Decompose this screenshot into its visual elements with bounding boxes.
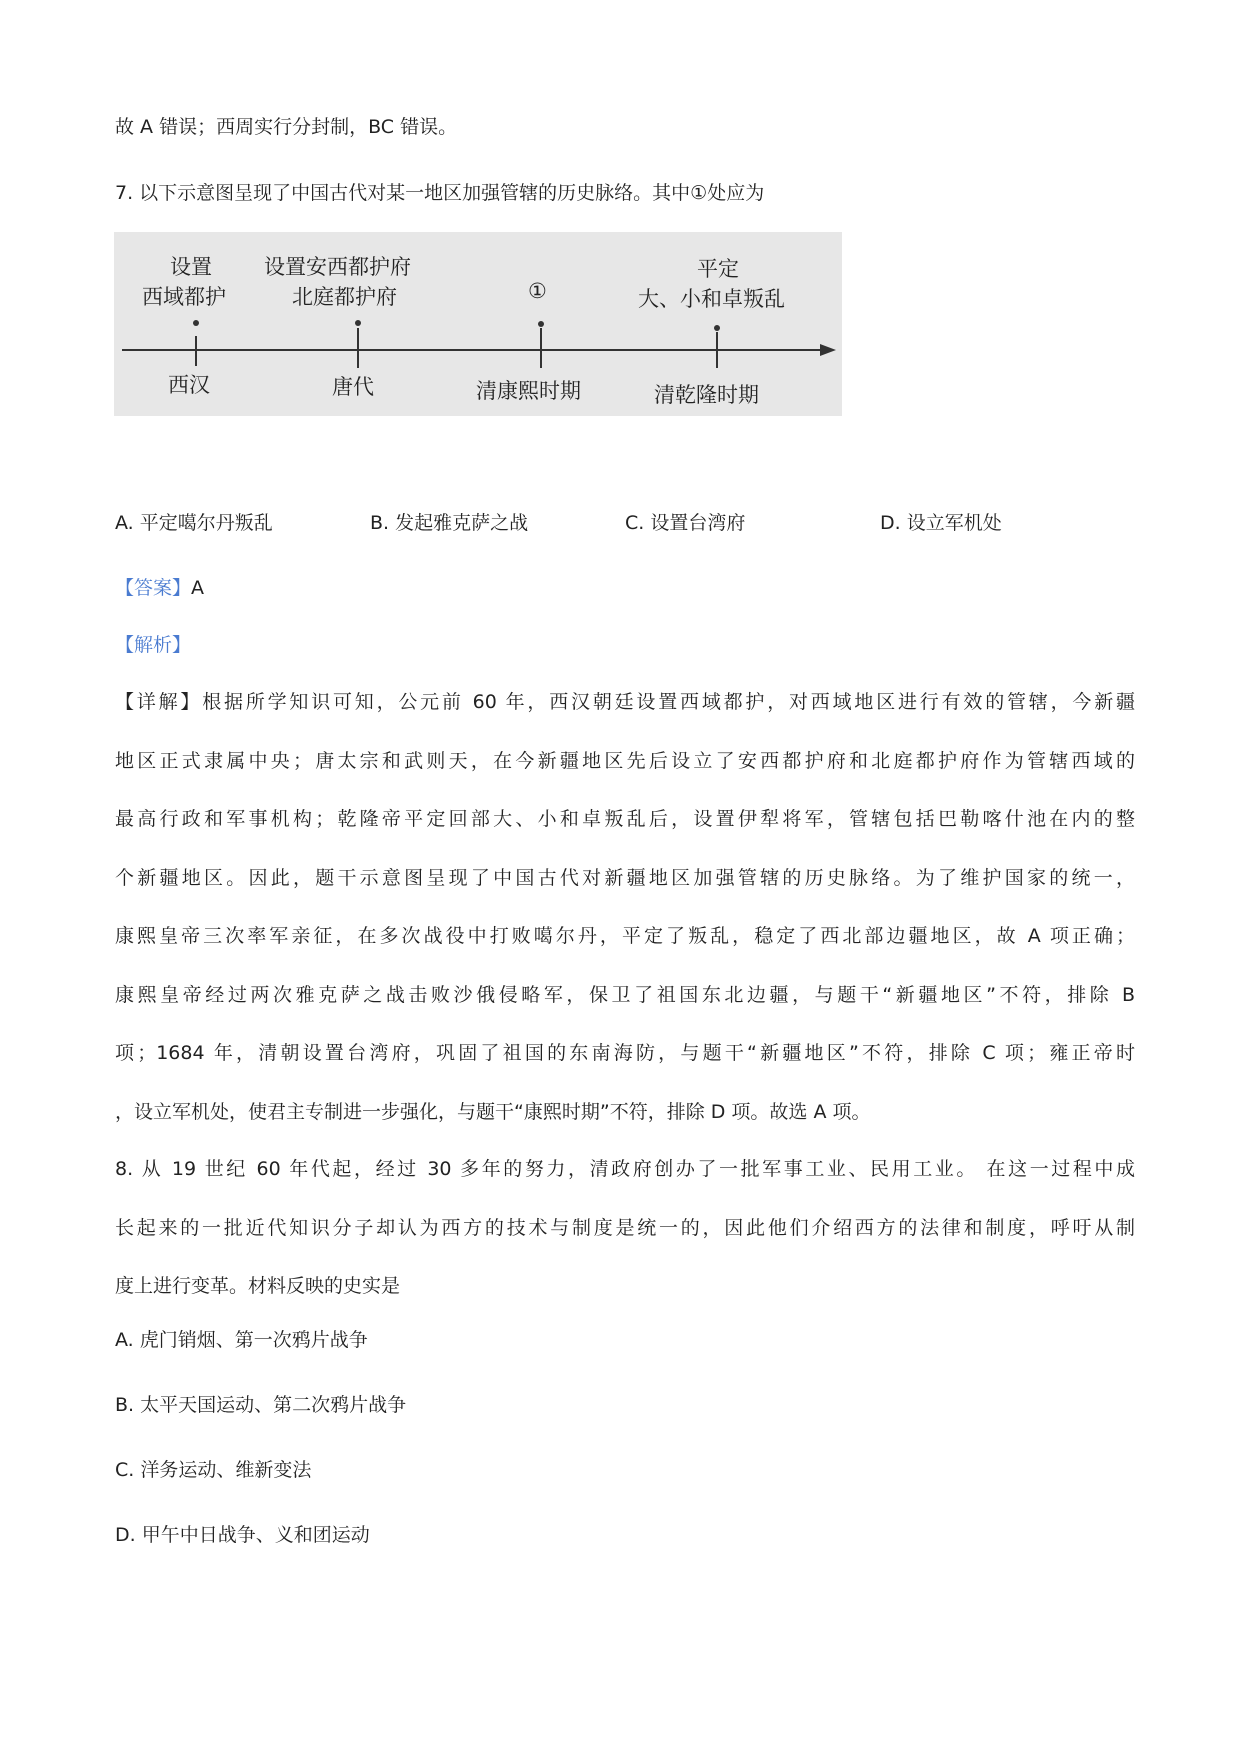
tick-dot	[193, 320, 199, 326]
detail-paragraph	[115, 673, 1135, 1141]
event-label: 设置	[170, 255, 212, 279]
event-label: 北庭都护府	[292, 285, 397, 309]
detail-line: 项；1684 年，清朝设置台湾府，巩固了祖国的东南海防，与题干“新疆地区”不符，排除 C 项；雍正帝时	[115, 1042, 1135, 1064]
detail-line: 最高行政和军事机构；乾隆帝平定回部大、小和卓叛乱后，设置伊犁将军，管辖包括巴勒喀什池在内的整	[115, 808, 1135, 830]
timeline-svg	[114, 232, 842, 416]
q7-option-b: B. 发起雅克萨之战	[370, 512, 529, 534]
q7-option-a: A. 平定噶尔丹叛乱	[115, 512, 273, 534]
question-7: 7. 以下示意图呈现了中国古代对某一地区加强管辖的历史脉络。其中①处应为	[115, 182, 765, 204]
q7-option-c: C. 设置台湾府	[625, 512, 746, 534]
event-label: 大、小和卓叛乱	[638, 287, 785, 311]
detail-line: ，设立军机处，使君主专制进一步强化，与题干“康熙时期”不符，排除 D 项。故选 A 项。	[115, 1100, 871, 1123]
period-label: 唐代	[332, 375, 374, 399]
blank-marker: ①	[528, 279, 547, 303]
q8-option-c: C. 洋务运动、维新变法	[115, 1459, 312, 1481]
event-label: 平定	[697, 257, 739, 281]
detail-line: 康熙皇帝经过两次雅克萨之战击败沙俄侵略军，保卫了祖国东北边疆，与题干“新疆地区”不符，排除 B	[115, 983, 1135, 1006]
period-label: 清乾隆时期	[654, 383, 759, 407]
detail-line: 个新疆地区。因此，题干示意图呈现了中国古代对新疆地区加强管辖的历史脉络。为了维护国家的统一，	[115, 866, 1135, 889]
detail-line: 地区正式隶属中央；唐太宗和武则天，在今新疆地区先后设立了安西都护府和北庭都护府作为管辖西域的	[115, 749, 1135, 772]
q8-line: 度上进行变革。材料反映的史实是	[115, 1275, 401, 1297]
detail-line: 康熙皇帝三次率军亲征，在多次战役中打败噶尔丹，平定了叛乱，稳定了西北部边疆地区，故 A 项正确；	[115, 925, 1135, 947]
tick-dot	[538, 321, 544, 327]
answer-label: 【答案】	[115, 577, 192, 599]
question-8	[115, 1140, 1135, 1316]
tick-dot	[355, 320, 361, 326]
tick-dot	[714, 325, 720, 331]
q8-line: 长起来的一批近代知识分子却认为西方的技术与制度是统一的，因此他们介绍西方的法律和制度，呼吁从制	[115, 1216, 1135, 1239]
analysis-label: 【解析】	[115, 634, 192, 656]
answer-value: A	[191, 577, 205, 599]
answer-line	[115, 573, 204, 600]
q8-option-d: D. 甲午中日战争、义和团运动	[115, 1524, 370, 1546]
timeline-figure	[114, 232, 842, 416]
event-label: 设置安西都护府	[264, 255, 411, 279]
event-label: 西域都护	[142, 285, 226, 309]
q8-option-a: A. 虎门销烟、第一次鸦片战争	[115, 1329, 368, 1351]
q7-option-d: D. 设立军机处	[880, 512, 1002, 534]
q8-line: 8. 从 19 世纪 60 年代起，经过 30 多年的努力，清政府创办了一批军事工业、民用工业。 在这一过程中成	[115, 1158, 1135, 1180]
detail-line: 【详解】根据所学知识可知，公元前 60 年，西汉朝廷设置西域都护，对西域地区进行有效的管辖，今新疆	[115, 691, 1135, 713]
q8-option-b: B. 太平天国运动、第二次鸦片战争	[115, 1394, 407, 1416]
text-line: 故 A 错误；西周实行分封制，BC 错误。	[115, 116, 458, 138]
period-label: 清康熙时期	[476, 379, 581, 403]
period-label: 西汉	[168, 373, 210, 397]
timeline-arrow	[820, 344, 836, 356]
